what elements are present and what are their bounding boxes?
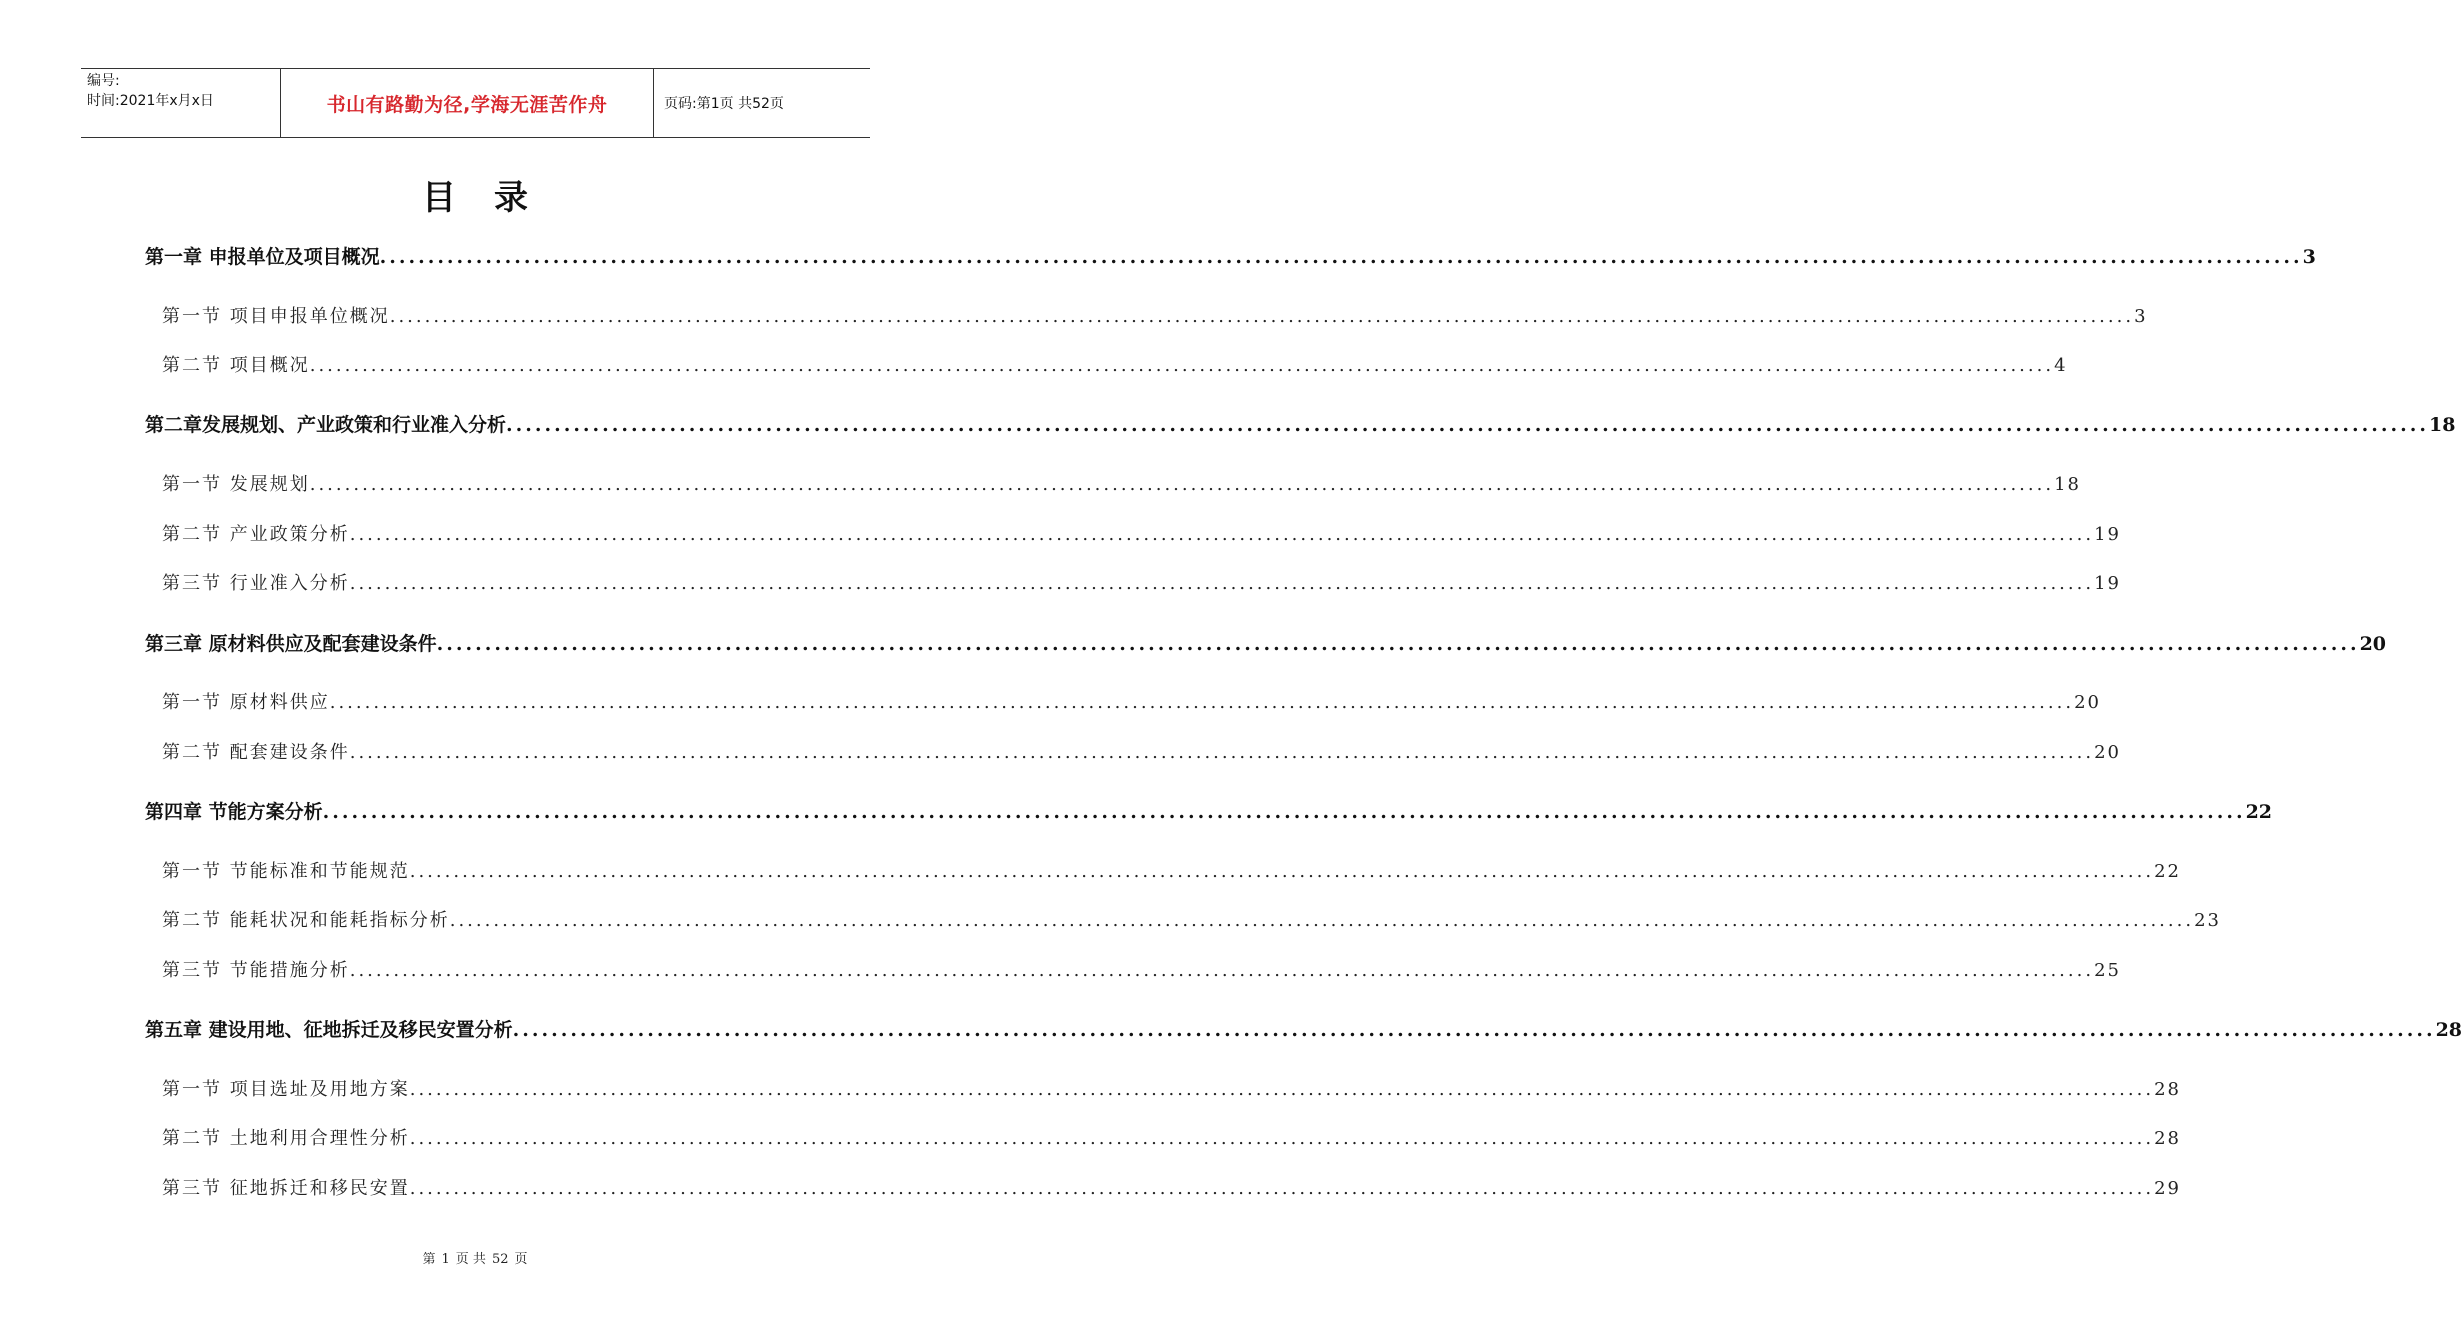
toc-entry-page: 18 (2054, 474, 2081, 495)
toc-entry-label: 第二节 土地利用合理性分析 (162, 1128, 410, 1149)
toc-section-entry (162, 738, 2121, 764)
toc-entry-label: 第三节 行业准入分析 (162, 573, 350, 594)
toc-entry-page: 20 (2074, 692, 2101, 713)
toc-entry-page: 22 (2245, 801, 2273, 823)
toc-entry-page: 3 (2134, 306, 2148, 327)
toc-leader-dots: ........................................................................................................................................................................................................ (349, 742, 2095, 763)
toc-entry-label: 第一章 申报单位及项目概况 (145, 246, 380, 268)
toc-entry-page: 22 (2154, 861, 2181, 882)
toc-leader-dots: ........................................................................................................................................................................................................ (349, 960, 2095, 981)
toc-chapter-entry (145, 242, 2316, 269)
document-header (81, 68, 870, 138)
toc-entry-label: 第二章发展规划、产业政策和行业准入分析 (145, 414, 507, 436)
toc-section-entry (162, 351, 2068, 377)
toc-entry-label: 第一节 项目选址及用地方案 (162, 1079, 410, 1100)
toc-leader-dots: ........................................................................................................................................................................................................ (329, 692, 2075, 713)
document-date: 时间:2021年x月x日 (87, 93, 214, 109)
toc-leader-dots: ........................................................................................................................................................................................................ (309, 474, 2055, 495)
footer-prefix: 第 (422, 1252, 436, 1267)
header-page-info: 页码:第1页 共52页 (664, 96, 784, 112)
toc-leader-dots: ........................................................................................................................................................................................................ (512, 1019, 2436, 1041)
toc-leader-dots: ........................................................................................................................................................................................................ (389, 306, 2135, 327)
toc-entry-page: 3 (2302, 246, 2316, 268)
toc-entry-label: 第四章 节能方案分析 (145, 801, 323, 823)
toc-entry-label: 第五章 建设用地、征地拆迁及移民安置分析 (145, 1019, 513, 1041)
toc-entry-page: 4 (2054, 355, 2068, 376)
toc-entry-page: 28 (2435, 1019, 2462, 1041)
toc-leader-dots: ........................................................................................................................................................................................................ (409, 1178, 2155, 1199)
toc-chapter-entry (145, 629, 2387, 656)
toc-entry-label: 第一节 项目申报单位概况 (162, 306, 390, 327)
toc-chapter-entry (145, 797, 2273, 824)
toc-entry-page: 20 (2094, 742, 2121, 763)
footer-current-page: 1 (441, 1252, 450, 1267)
toc-entry-page: 18 (2428, 414, 2456, 436)
toc-section-entry (162, 520, 2121, 546)
toc-entry-label: 第三节 征地拆迁和移民安置 (162, 1178, 410, 1199)
toc-section-entry (162, 1075, 2181, 1101)
toc-section-entry (162, 302, 2148, 328)
toc-leader-dots: ........................................................................................................................................................................................................ (349, 524, 2095, 545)
footer-mid: 页 共 (455, 1252, 486, 1267)
page-title: 目录 (422, 178, 566, 218)
toc-entry-label: 第三章 原材料供应及配套建设条件 (145, 633, 437, 655)
toc-entry-label: 第二节 配套建设条件 (162, 742, 350, 763)
toc-section-entry (162, 906, 2221, 932)
toc-section-entry (162, 956, 2121, 982)
toc-section-entry (162, 470, 2081, 496)
toc-leader-dots: ........................................................................................................................................................................................................ (409, 861, 2155, 882)
toc-entry-page: 19 (2094, 524, 2121, 545)
toc-leader-dots: ........................................................................................................................................................................................................ (309, 355, 2055, 376)
toc-leader-dots: ........................................................................................................................................................................................................ (436, 633, 2360, 655)
footer-suffix: 页 (514, 1252, 528, 1267)
toc-leader-dots: ........................................................................................................................................................................................................ (506, 414, 2429, 436)
toc-entry-page: 20 (2359, 633, 2387, 655)
toc-leader-dots: ........................................................................................................................................................................................................ (379, 246, 2303, 268)
toc-leader-dots: ........................................................................................................................................................................................................ (322, 801, 2246, 823)
toc-entry-label: 第一节 节能标准和节能规范 (162, 861, 410, 882)
toc-entry-page: 28 (2154, 1128, 2181, 1149)
toc-chapter-entry (145, 410, 2456, 437)
footer-total-pages: 52 (491, 1252, 509, 1267)
header-motto: 书山有路勤为径,学海无涯苦作舟 (281, 69, 654, 137)
toc-leader-dots: ........................................................................................................................................................................................................ (349, 573, 2095, 594)
toc-entry-page: 25 (2094, 960, 2121, 981)
page-footer (0, 1248, 950, 1267)
toc-entry-label: 第一节 发展规划 (162, 474, 310, 495)
toc-leader-dots: ........................................................................................................................................................................................................ (449, 910, 2195, 931)
toc-entry-label: 第二节 产业政策分析 (162, 524, 350, 545)
toc-entry-page: 28 (2154, 1079, 2181, 1100)
header-meta (81, 69, 281, 137)
toc-entry-page: 23 (2194, 910, 2221, 931)
toc-chapter-entry (145, 1015, 2462, 1042)
document-number-label: 编号: (87, 73, 120, 89)
toc-entry-page: 29 (2154, 1178, 2181, 1199)
toc-entry-page: 19 (2094, 573, 2121, 594)
toc-section-entry (162, 1174, 2181, 1200)
toc-section-entry (162, 857, 2181, 883)
toc-entry-label: 第二节 项目概况 (162, 355, 310, 376)
toc-entry-label: 第一节 原材料供应 (162, 692, 330, 713)
toc-entry-label: 第三节 节能措施分析 (162, 960, 350, 981)
toc-leader-dots: ........................................................................................................................................................................................................ (409, 1128, 2155, 1149)
toc-section-entry (162, 1124, 2181, 1150)
toc-leader-dots: ........................................................................................................................................................................................................ (409, 1079, 2155, 1100)
toc-entry-label: 第二节 能耗状况和能耗指标分析 (162, 910, 450, 931)
toc-section-entry (162, 569, 2121, 595)
toc-section-entry (162, 688, 2101, 714)
